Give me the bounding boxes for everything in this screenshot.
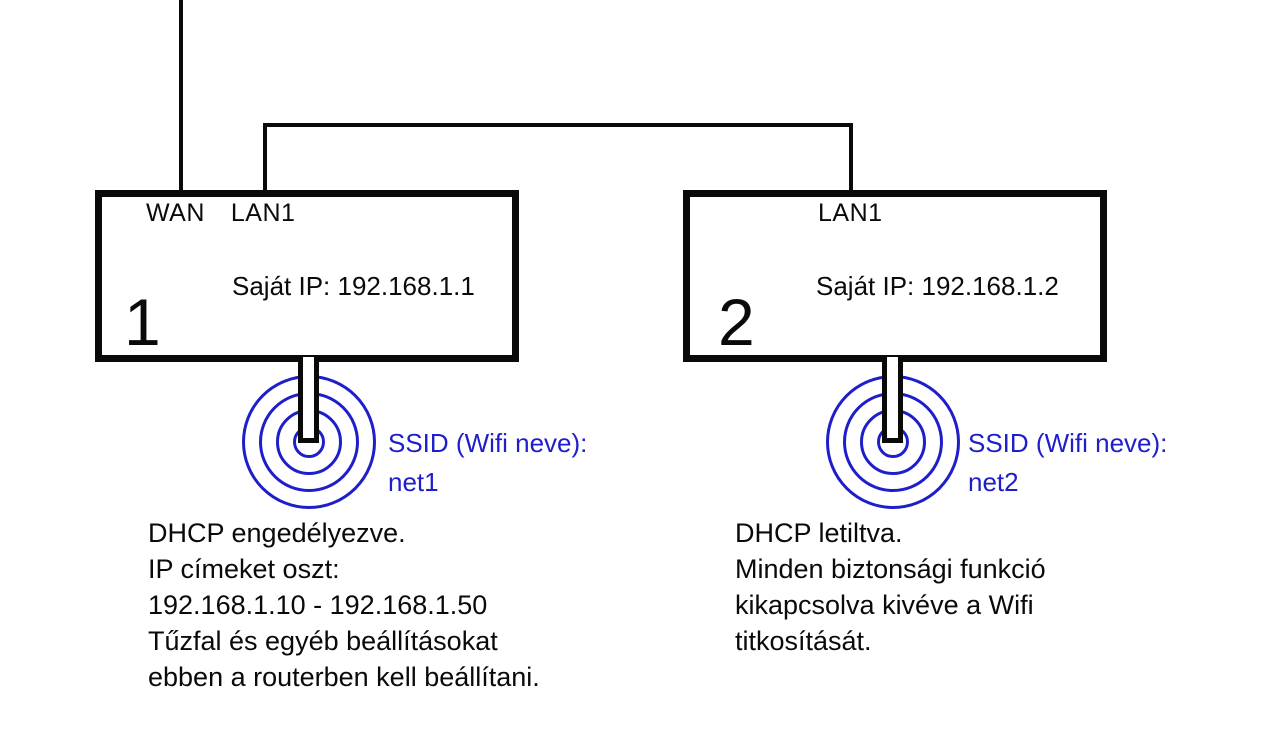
router-2-antenna-icon — [882, 357, 903, 443]
note-line: kikapcsolva kivéve a Wifi — [735, 590, 1034, 620]
note-line: Minden biztonsági funkció — [735, 554, 1046, 584]
router-2-ssid-name: net2 — [968, 467, 1019, 497]
router-1-ip-text: Saját IP: 192.168.1.1 — [232, 271, 475, 301]
lan-link-wire-right-vertical — [849, 123, 853, 195]
router-1-ssid-name: net1 — [388, 467, 439, 497]
note-line: ebben a routerben kell beállítani. — [148, 662, 540, 692]
router-2-ports — [818, 199, 883, 228]
note-line: 192.168.1.10 - 192.168.1.50 — [148, 590, 488, 620]
lan-link-wire-left-vertical — [263, 123, 267, 195]
router-1-box — [95, 190, 519, 362]
router-1-ssid-block — [388, 424, 587, 502]
note-line: DHCP letiltva. — [735, 518, 903, 548]
note-line: Tűzfal és egyéb beállításokat — [148, 626, 498, 656]
router-1-antenna-icon — [298, 357, 319, 443]
router-1-notes — [148, 515, 540, 695]
note-line: titkosítását. — [735, 626, 872, 656]
router-2-number: 2 — [718, 284, 755, 359]
router-2-ssid-label: SSID (Wifi neve): — [968, 428, 1168, 458]
router-2-ip-text: Saját IP: 192.168.1.2 — [816, 271, 1059, 301]
lan-link-wire-horizontal — [263, 123, 853, 127]
router-2-lan1-port-label: LAN1 — [818, 199, 883, 227]
router-2-box — [683, 190, 1107, 362]
router-1-ports — [146, 199, 295, 228]
router-1-number: 1 — [124, 284, 161, 359]
router-1-wan-port-label: WAN — [146, 199, 205, 227]
router-1-ssid-label: SSID (Wifi neve): — [388, 428, 588, 458]
router-2-ssid-block — [968, 424, 1167, 502]
router-2-notes — [735, 515, 1046, 659]
router-1-lan1-port-label: LAN1 — [230, 199, 296, 227]
note-line: DHCP engedélyezve. — [148, 518, 406, 548]
wan-uplink-wire — [179, 0, 183, 194]
note-line: IP címeket oszt: — [148, 554, 340, 584]
